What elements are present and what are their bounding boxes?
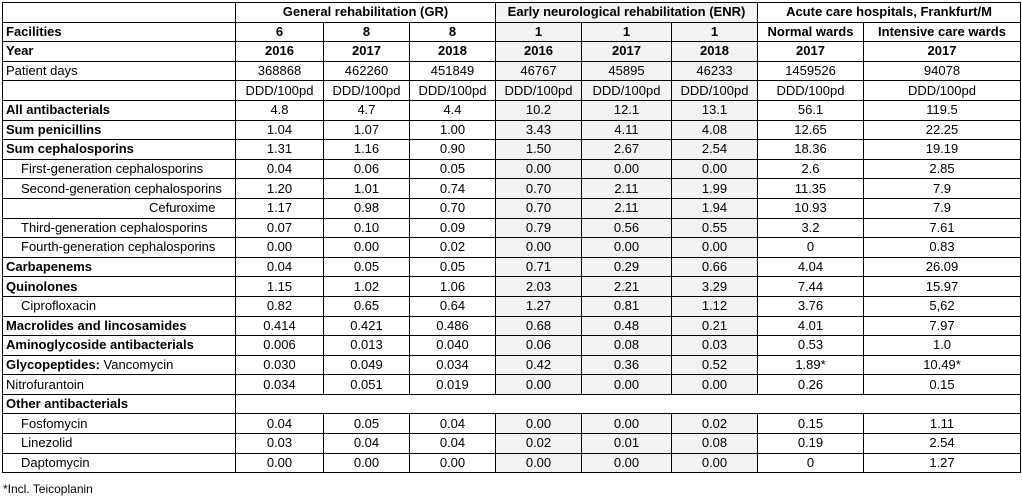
data-cell: 22.25: [864, 120, 1021, 140]
table-row: [3, 316, 1021, 336]
row-label: Cefuroxime: [3, 198, 236, 218]
footnote: *Incl. Teicoplanin: [3, 482, 93, 496]
data-cell: 1.17: [236, 198, 324, 218]
header-cell: 45895: [582, 61, 672, 81]
row-label: First-generation cephalosporins: [3, 159, 236, 179]
data-cell: 0.019: [410, 375, 496, 395]
data-cell: 2.03: [496, 277, 582, 297]
data-cell: 0.00: [672, 159, 758, 179]
data-cell: 119.5: [864, 100, 1021, 120]
data-cell: 0.00: [324, 238, 410, 258]
row-label: Ciprofloxacin: [3, 296, 236, 316]
header-row: [3, 22, 1021, 42]
data-cell: 0.01: [582, 434, 672, 454]
header-cell: 462260: [324, 61, 410, 81]
data-cell: 0.08: [672, 434, 758, 454]
header-cell: 1: [672, 22, 758, 42]
data-cell: 11.35: [758, 179, 864, 199]
data-cell: 4.01: [758, 316, 864, 336]
header-cell: 2017: [582, 42, 672, 62]
data-cell: 0.00: [496, 453, 582, 473]
data-cell: 0.00: [582, 159, 672, 179]
data-cell: 3.2: [758, 218, 864, 238]
row-label: [3, 355, 236, 375]
data-cell: 0.90: [410, 140, 496, 160]
data-cell: 0.05: [324, 414, 410, 434]
data-cell: 7.97: [864, 316, 1021, 336]
row-label: All antibacterials: [3, 100, 236, 120]
data-cell: 2.11: [582, 179, 672, 199]
header-cell: 94078: [864, 61, 1021, 81]
row-label: [3, 81, 236, 101]
data-cell: 0.421: [324, 316, 410, 336]
data-cell: 0.71: [496, 257, 582, 277]
data-cell: 0.05: [410, 159, 496, 179]
data-cell: 0.00: [496, 238, 582, 258]
header-row: [3, 61, 1021, 81]
data-cell: 0.19: [758, 434, 864, 454]
header-cell: DDD/100pd: [236, 81, 324, 101]
data-cell: 0.83: [864, 238, 1021, 258]
group-header-gr: General rehabilitation (GR): [236, 3, 496, 23]
data-cell: 0.48: [582, 316, 672, 336]
data-cell: 1.11: [864, 414, 1021, 434]
data-cell: 1.06: [410, 277, 496, 297]
header-cell: 8: [324, 22, 410, 42]
data-cell: 2.54: [672, 140, 758, 160]
data-cell: 0.02: [672, 414, 758, 434]
data-cell: 0.030: [236, 355, 324, 375]
data-cell: 1.16: [324, 140, 410, 160]
data-cell: 4.8: [236, 100, 324, 120]
table-row: [3, 336, 1021, 356]
header-cell: 8: [410, 22, 496, 42]
data-cell: 7.44: [758, 277, 864, 297]
data-cell: 0.034: [236, 375, 324, 395]
data-cell: 10.49*: [864, 355, 1021, 375]
table-row: [3, 140, 1021, 160]
row-label: Sum cephalosporins: [3, 140, 236, 160]
row-label: Quinolones: [3, 277, 236, 297]
data-cell: 4.04: [758, 257, 864, 277]
row-label-rest-part: Vancomycin: [99, 356, 174, 372]
data-cell: 0.52: [672, 355, 758, 375]
row-label: Second-generation cephalosporins: [3, 179, 236, 199]
data-cell: 2.85: [864, 159, 1021, 179]
data-cell: 0.486: [410, 316, 496, 336]
data-cell: 0.74: [410, 179, 496, 199]
header-cell: 2017: [864, 42, 1021, 62]
data-cell: 0.00: [236, 238, 324, 258]
table-row: [3, 277, 1021, 297]
header-cell: 2016: [496, 42, 582, 62]
row-label: Other antibacterials: [3, 394, 236, 414]
corner-cell: [3, 3, 236, 23]
data-cell: 3.29: [672, 277, 758, 297]
row-label: Year: [3, 42, 236, 62]
table-body: [3, 3, 1021, 473]
header-cell: 46233: [672, 61, 758, 81]
header-cell: DDD/100pd: [672, 81, 758, 101]
data-cell: 1.50: [496, 140, 582, 160]
row-label: Third-generation cephalosporins: [3, 218, 236, 238]
header-cell: DDD/100pd: [410, 81, 496, 101]
data-cell: 26.09: [864, 257, 1021, 277]
data-cell: 0.00: [324, 453, 410, 473]
data-cell: 0.15: [758, 414, 864, 434]
data-cell: 1.01: [324, 179, 410, 199]
table-row: [3, 238, 1021, 258]
header-cell: 368868: [236, 61, 324, 81]
data-cell: 1.31: [236, 140, 324, 160]
data-cell: 0.00: [672, 375, 758, 395]
data-cell: 3.76: [758, 296, 864, 316]
data-cell: 7.9: [864, 198, 1021, 218]
data-cell: 0.040: [410, 336, 496, 356]
data-cell: 0.02: [496, 434, 582, 454]
data-cell: 0.70: [410, 198, 496, 218]
data-cell: 1.00: [410, 120, 496, 140]
data-cell: 15.97: [864, 277, 1021, 297]
data-cell: 0.08: [582, 336, 672, 356]
row-label: Facilities: [3, 22, 236, 42]
data-cell: 0.051: [324, 375, 410, 395]
data-cell: 0.414: [236, 316, 324, 336]
header-cell: DDD/100pd: [496, 81, 582, 101]
data-cell: 0.65: [324, 296, 410, 316]
data-cell: 0.04: [410, 414, 496, 434]
data-cell: 0.36: [582, 355, 672, 375]
data-cell: 4.08: [672, 120, 758, 140]
data-cell: 5,62: [864, 296, 1021, 316]
data-cell: 0.42: [496, 355, 582, 375]
data-cell: 0.06: [496, 336, 582, 356]
header-cell: 2018: [672, 42, 758, 62]
data-cell: 4.11: [582, 120, 672, 140]
data-cell: 1.07: [324, 120, 410, 140]
data-cell: 10.2: [496, 100, 582, 120]
header-cell: 2017: [758, 42, 864, 62]
table-row: [3, 453, 1021, 473]
data-cell: 0.00: [582, 238, 672, 258]
data-cell: 0.09: [410, 218, 496, 238]
header-cell: DDD/100pd: [324, 81, 410, 101]
data-cell: 0.034: [410, 355, 496, 375]
data-cell: 0.26: [758, 375, 864, 395]
data-cell: 1.04: [236, 120, 324, 140]
row-label: Fourth-generation cephalosporins: [3, 238, 236, 258]
header-cell: 451849: [410, 61, 496, 81]
header-cell: 46767: [496, 61, 582, 81]
data-cell: 0.05: [410, 257, 496, 277]
row-label: Daptomycin: [3, 453, 236, 473]
antibacterial-consumption-table: [2, 2, 1021, 473]
data-cell: 12.1: [582, 100, 672, 120]
data-cell: 0.00: [410, 453, 496, 473]
data-cell: 7.9: [864, 179, 1021, 199]
data-cell: 0.66: [672, 257, 758, 277]
header-cell: 2016: [236, 42, 324, 62]
data-cell: 0.00: [582, 453, 672, 473]
data-cell: 0.64: [410, 296, 496, 316]
row-label: Aminoglycoside antibacterials: [3, 336, 236, 356]
data-cell: 1.02: [324, 277, 410, 297]
row-label: Carbapenems: [3, 257, 236, 277]
data-cell: 1.27: [496, 296, 582, 316]
header-cell: 1: [496, 22, 582, 42]
data-cell: 0.00: [496, 414, 582, 434]
data-cell: 18.36: [758, 140, 864, 160]
data-cell: 0.00: [672, 238, 758, 258]
data-cell: 0.03: [236, 434, 324, 454]
data-cell: 1.27: [864, 453, 1021, 473]
table-row: [3, 198, 1021, 218]
data-cell: 0.00: [672, 453, 758, 473]
row-label: Patient days: [3, 61, 236, 81]
table-row: [3, 394, 1021, 414]
table-row: [3, 414, 1021, 434]
data-cell: 0.04: [324, 434, 410, 454]
row-label: Nitrofurantoin: [3, 375, 236, 395]
data-cell: 3.43: [496, 120, 582, 140]
data-cell: 0.55: [672, 218, 758, 238]
data-cell: 0.10: [324, 218, 410, 238]
data-cell: 0.21: [672, 316, 758, 336]
header-cell: DDD/100pd: [582, 81, 672, 101]
row-label: Fosfomycin: [3, 414, 236, 434]
data-cell: 2.54: [864, 434, 1021, 454]
data-cell: 19.19: [864, 140, 1021, 160]
data-cell: 1.20: [236, 179, 324, 199]
data-cell: 4.4: [410, 100, 496, 120]
header-cell: DDD/100pd: [758, 81, 864, 101]
data-cell: 0.70: [496, 179, 582, 199]
data-cell: 10.93: [758, 198, 864, 218]
data-cell: 0: [758, 238, 864, 258]
header-cell: DDD/100pd: [864, 81, 1021, 101]
data-cell: 0.07: [236, 218, 324, 238]
data-cell: 0.68: [496, 316, 582, 336]
header-cell: 6: [236, 22, 324, 42]
data-cell: 1.12: [672, 296, 758, 316]
group-header-acute: Acute care hospitals, Frankfurt/M: [758, 3, 1021, 23]
data-cell: 0.53: [758, 336, 864, 356]
header-row: [3, 81, 1021, 101]
table-row: [3, 218, 1021, 238]
data-cell: 4.7: [324, 100, 410, 120]
data-cell: 2.21: [582, 277, 672, 297]
data-cell: 1.94: [672, 198, 758, 218]
table-row: [3, 355, 1021, 375]
data-cell: 0: [758, 453, 864, 473]
data-cell: 0.04: [236, 414, 324, 434]
data-cell: 0.00: [496, 375, 582, 395]
group-header-enr: Early neurological rehabilitation (ENR): [496, 3, 758, 23]
data-cell: 1.99: [672, 179, 758, 199]
header-cell: 2018: [410, 42, 496, 62]
row-label: Linezolid: [3, 434, 236, 454]
data-cell: 2.67: [582, 140, 672, 160]
data-cell: 0.04: [410, 434, 496, 454]
data-cell: 0.98: [324, 198, 410, 218]
header-cell: Normal wards: [758, 22, 864, 42]
data-cell: 0.02: [410, 238, 496, 258]
data-cell: 0.15: [864, 375, 1021, 395]
data-cell: 0.006: [236, 336, 324, 356]
data-cell: 0.00: [582, 375, 672, 395]
group-header-row: [3, 3, 1021, 23]
data-cell: 0.00: [496, 159, 582, 179]
data-cell: 0.049: [324, 355, 410, 375]
row-label: Macrolides and lincosamides: [3, 316, 236, 336]
table-row: [3, 375, 1021, 395]
data-cell: 0.82: [236, 296, 324, 316]
data-cell: 0.04: [236, 257, 324, 277]
data-cell: 0.03: [672, 336, 758, 356]
data-cell: 0.81: [582, 296, 672, 316]
row-label: Sum penicillins: [3, 120, 236, 140]
data-cell: 56.1: [758, 100, 864, 120]
data-cell: 7.61: [864, 218, 1021, 238]
table-row: [3, 179, 1021, 199]
table-row: [3, 159, 1021, 179]
empty-span-cell: [236, 394, 1021, 414]
header-row: [3, 42, 1021, 62]
data-cell: 0.00: [582, 414, 672, 434]
data-cell: 0.56: [582, 218, 672, 238]
data-cell: 12.65: [758, 120, 864, 140]
header-cell: Intensive care wards: [864, 22, 1021, 42]
header-cell: 1: [582, 22, 672, 42]
data-cell: 2.6: [758, 159, 864, 179]
data-cell: 0.00: [236, 453, 324, 473]
data-cell: 13.1: [672, 100, 758, 120]
row-label-bold-part: Glycopeptides:: [6, 356, 100, 372]
table-row: [3, 100, 1021, 120]
header-cell: 1459526: [758, 61, 864, 81]
data-cell: 0.79: [496, 218, 582, 238]
data-cell: 1.15: [236, 277, 324, 297]
data-cell: 0.04: [236, 159, 324, 179]
header-cell: 2017: [324, 42, 410, 62]
table-row: [3, 296, 1021, 316]
data-cell: 1.0: [864, 336, 1021, 356]
data-cell: 2.11: [582, 198, 672, 218]
table-row: [3, 257, 1021, 277]
data-cell: 1.89*: [758, 355, 864, 375]
data-cell: 0.70: [496, 198, 582, 218]
data-cell: 0.013: [324, 336, 410, 356]
data-cell: 0.29: [582, 257, 672, 277]
table-row: [3, 120, 1021, 140]
table-row: [3, 434, 1021, 454]
data-cell: 0.05: [324, 257, 410, 277]
data-cell: 0.06: [324, 159, 410, 179]
